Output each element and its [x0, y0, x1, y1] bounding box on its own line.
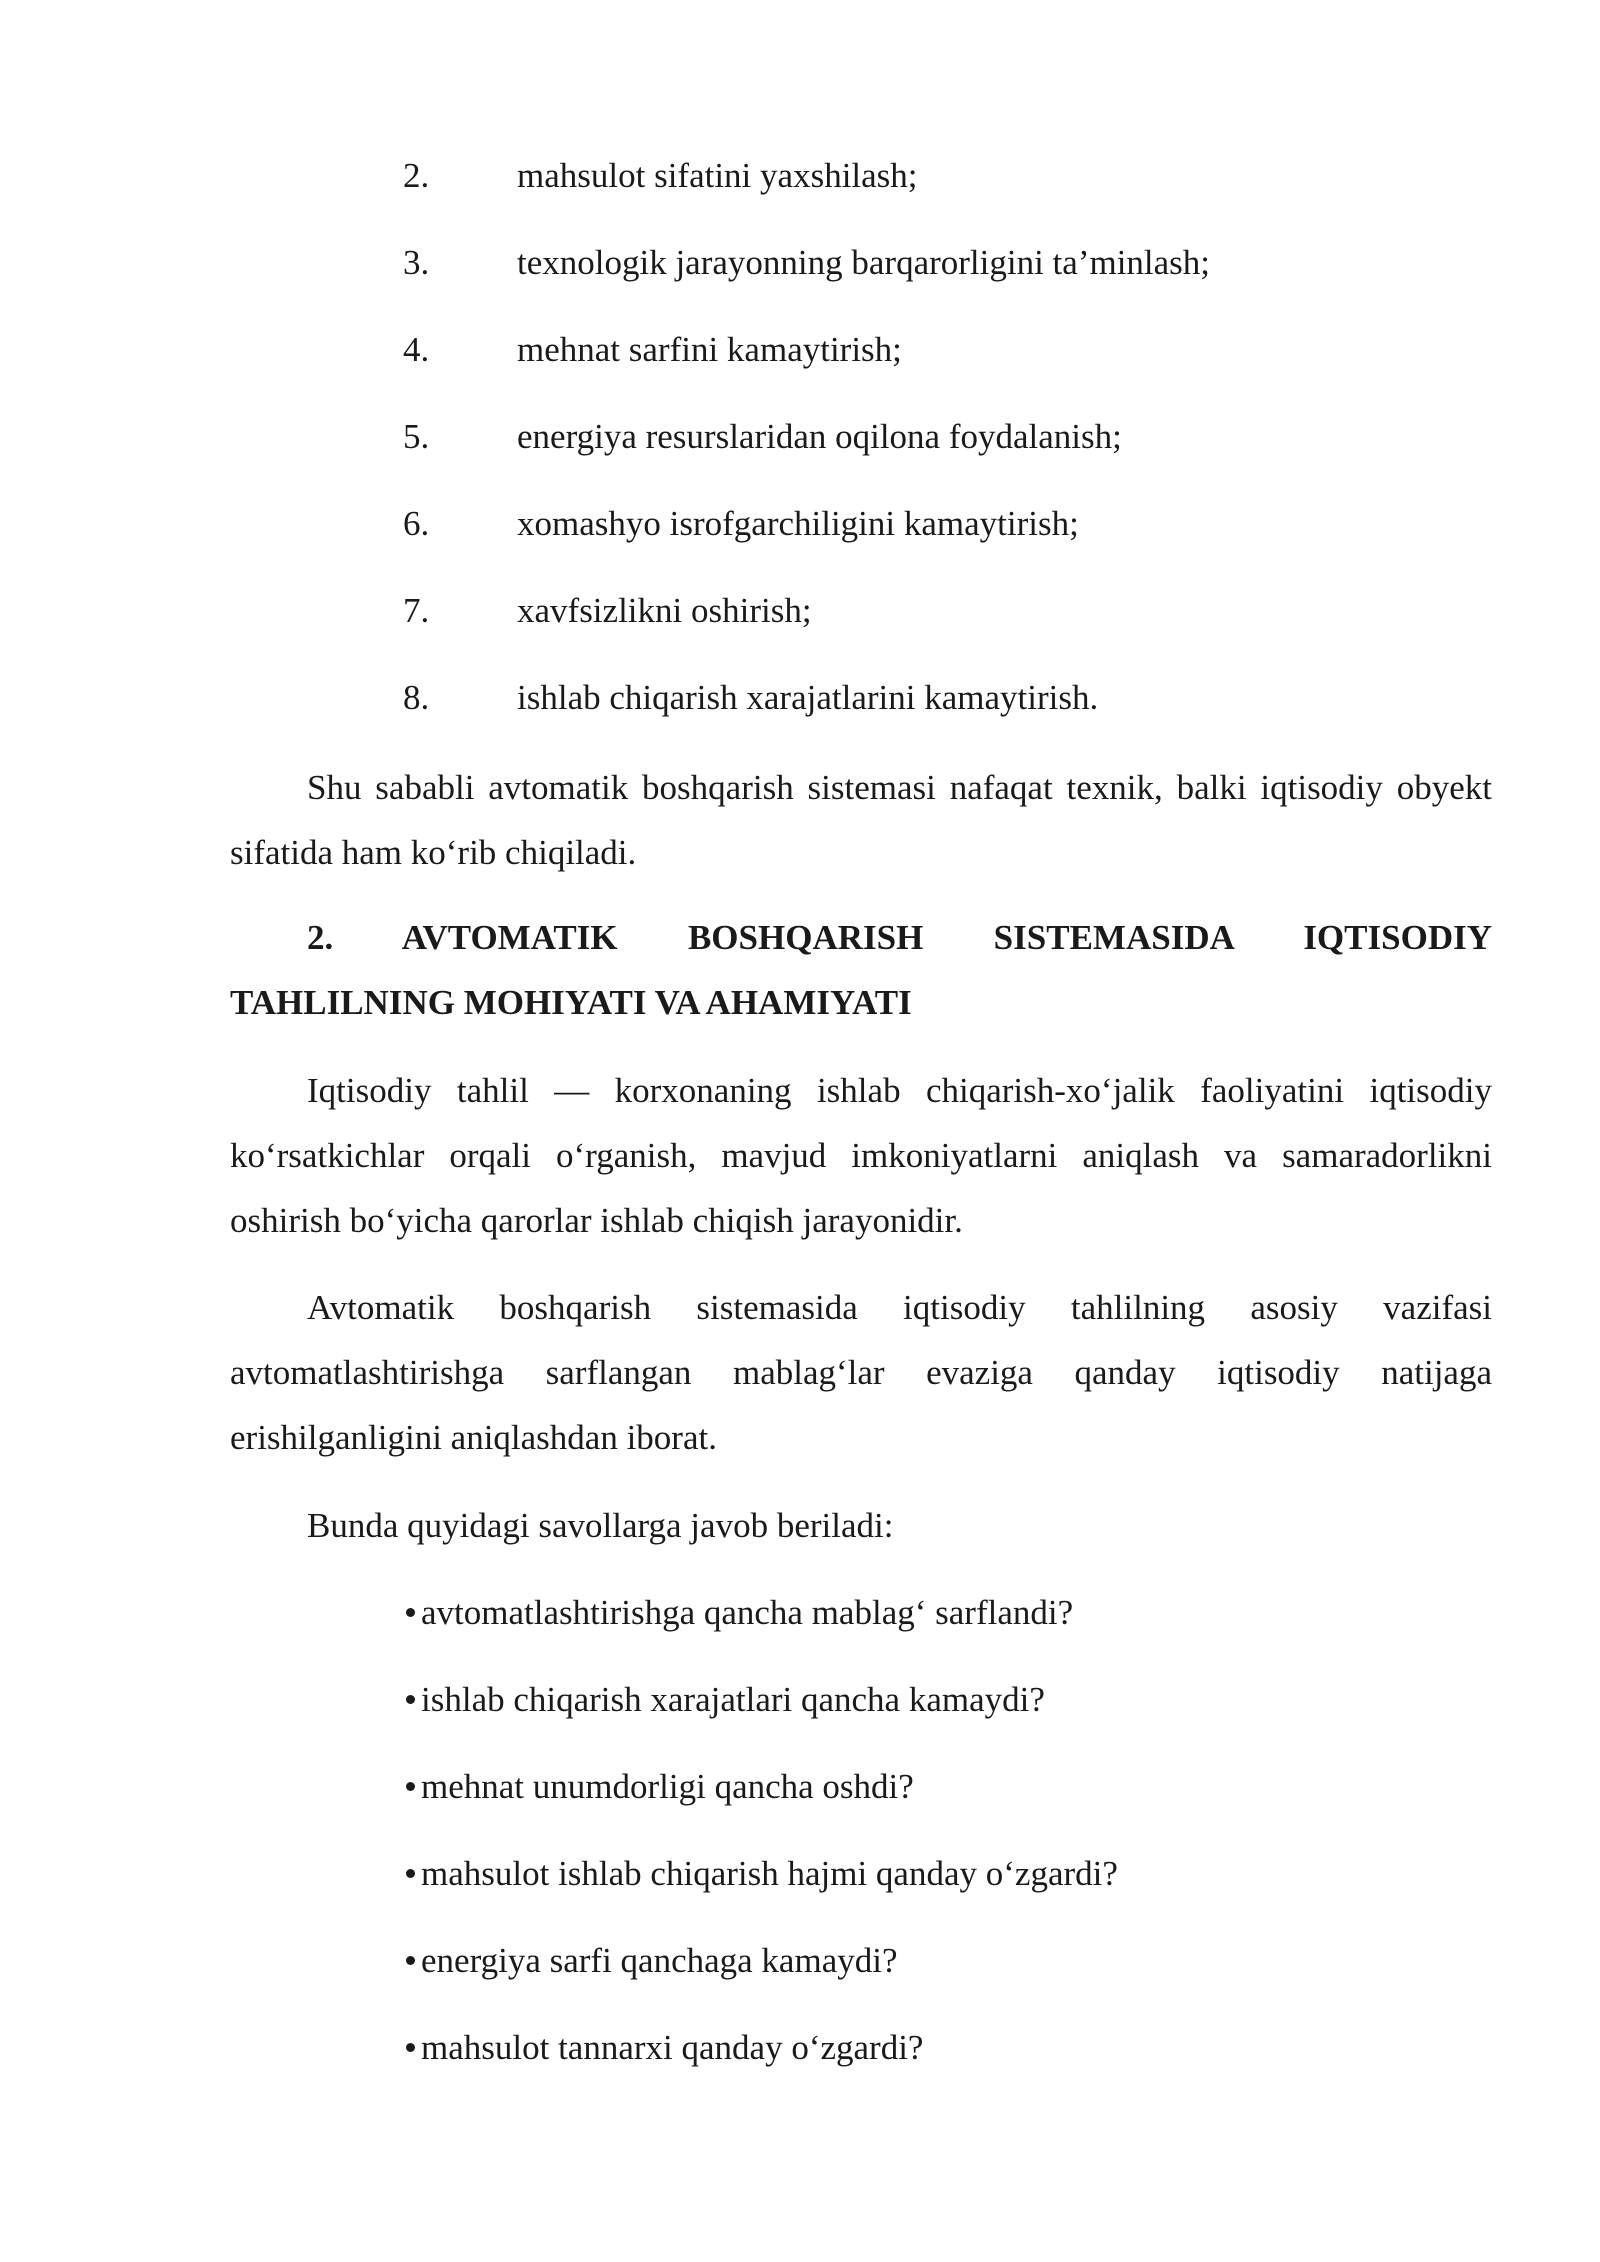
list-item-text: ishlab chiqarish xarajatlarini kamaytirish. [517, 678, 1099, 717]
list-item-text: mahsulot sifatini yaxshilash; [517, 156, 918, 195]
list-item-text: texnologik jarayonning barqarorligini ta’minlash; [517, 243, 1211, 282]
section-heading [230, 905, 1492, 1035]
bullet-item [230, 1841, 1492, 1928]
paragraph-definition: Iqtisodiy tahlil — korxonaning ishlab chiqarish-xo‘jalik faoliyatini iqtisodiy ko‘rsatkichlar orqali o‘rganish, mavjud imkoniyatlarni aniqlash va samaradorlikni oshirish bo‘yicha qarorlar ishlab chiqish jarayonidir. [230, 1071, 1492, 1240]
paragraph-questions-intro: Bunda quyidagi savollarga javob beriladi: [307, 1506, 894, 1545]
list-item-text: mehnat sarfini kamaytirish; [517, 330, 902, 369]
bullet-item [230, 1754, 1492, 1841]
list-item-number: 7. [403, 591, 430, 630]
bullet-text: mahsulot ishlab chiqarish hajmi qanday o‘zgardi? [421, 1854, 1118, 1893]
bullet-icon [406, 2043, 415, 2052]
bullet-list [230, 1580, 1492, 2102]
list-item [230, 665, 1492, 752]
list-item-number: 8. [403, 678, 430, 717]
bullet-icon [406, 1608, 415, 1617]
list-item-number: 6. [403, 504, 430, 543]
list-item-number: 3. [403, 243, 430, 282]
bullet-item [230, 1580, 1492, 1667]
paragraph-conclusion: Shu sababli avtomatik boshqarish sistemasi nafaqat texnik, balki iqtisodiy obyekt sifatida ham ko‘rib chiqiladi. [230, 768, 1492, 872]
bullet-text: mehnat unumdorligi qancha oshdi? [421, 1767, 914, 1806]
list-item [230, 143, 1492, 230]
section-heading-line-1: 2. AVTOMATIK BOSHQARISH SISTEMASIDA IQTISODIY [307, 918, 1492, 957]
bullet-item [230, 2015, 1492, 2102]
bullet-icon [406, 1695, 415, 1704]
list-item-text: xomashyo isrofgarchiligini kamaytirish; [517, 504, 1079, 543]
list-item [230, 404, 1492, 491]
list-item-text: xavfsizlikni oshirish; [517, 591, 812, 630]
bullet-text: ishlab chiqarish xarajatlari qancha kamaydi? [421, 1680, 1045, 1719]
list-item-number: 2. [403, 156, 430, 195]
bullet-text: mahsulot tannarxi qanday o‘zgardi? [421, 2028, 924, 2067]
bullet-icon [406, 1956, 415, 1965]
bullet-text: energiya sarfi qanchaga kamaydi? [421, 1941, 898, 1980]
list-item-text: energiya resurslaridan oqilona foydalanish; [517, 417, 1122, 456]
list-item [230, 230, 1492, 317]
bullet-icon [406, 1869, 415, 1878]
section-heading-line-2: TAHLILNING MOHIYATI VA AHAMIYATI [230, 983, 912, 1022]
list-item [230, 491, 1492, 578]
list-item-number: 5. [403, 417, 430, 456]
list-item-number: 4. [403, 330, 430, 369]
bullet-item [230, 1667, 1492, 1754]
bullet-item [230, 1928, 1492, 2015]
numbered-list [230, 143, 1492, 752]
bullet-icon [406, 1782, 415, 1791]
paragraph-main-task: Avtomatik boshqarish sistemasida iqtisodiy tahlilning asosiy vazifasi avtomatlashtirishga sarflangan mablag‘lar evaziga qanday iqtisodiy natijaga erishilganligini aniqlashdan iborat. [230, 1288, 1492, 1457]
list-item [230, 317, 1492, 404]
list-item [230, 578, 1492, 665]
bullet-text: avtomatlashtirishga qancha mablag‘ sarflandi? [421, 1593, 1074, 1632]
